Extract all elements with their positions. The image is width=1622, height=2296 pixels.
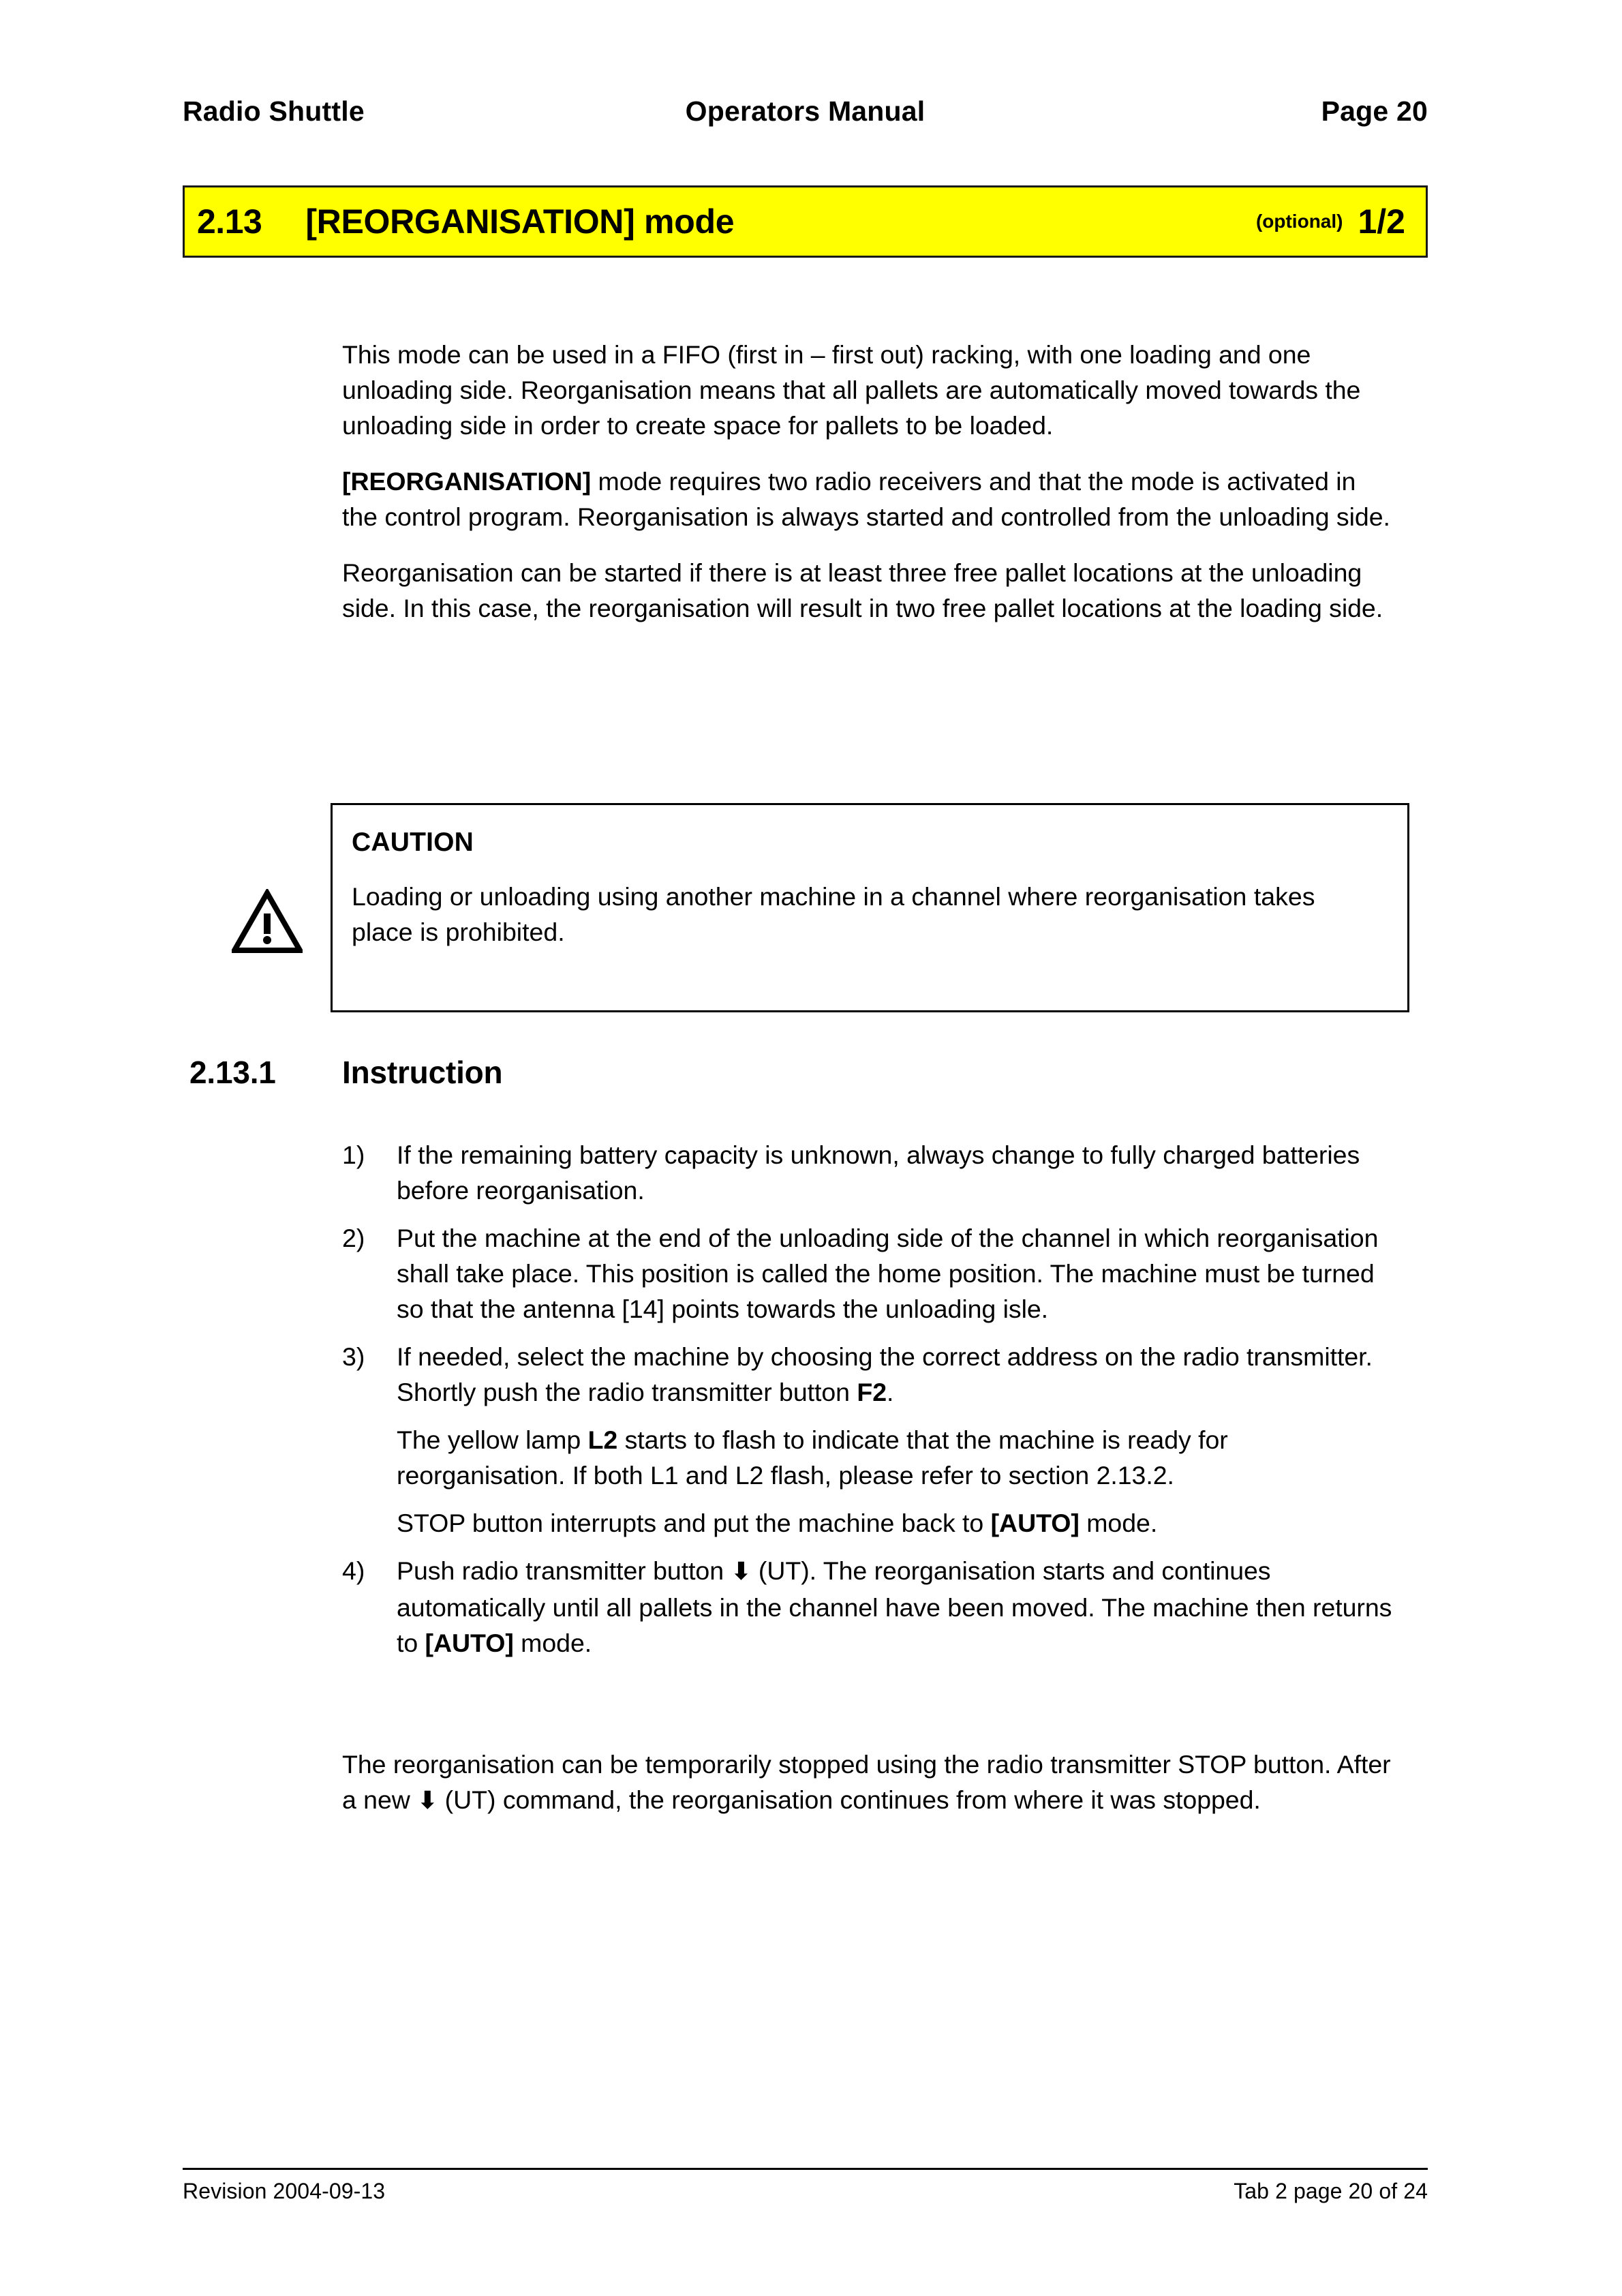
list-item-text: If the remaining battery capacity is unknown, always change to fully charged batteries before reorganisation.	[397, 1141, 1360, 1205]
radio-button-f2-label: F2	[857, 1378, 887, 1406]
header-product-name: Radio Shuttle	[183, 95, 365, 127]
list-item-text-after-bold: mode.	[513, 1629, 592, 1657]
list-item-text	[397, 1553, 1395, 1661]
section-number: 2.13	[197, 202, 262, 241]
closing-paragraph	[342, 1747, 1395, 1819]
section-page-indicator: 1/2	[1358, 202, 1405, 241]
list-item-marker: 3)	[342, 1342, 365, 1371]
section-title-banner	[183, 185, 1428, 258]
list-item	[342, 1137, 1395, 1208]
list-item	[342, 1339, 1395, 1410]
list-item-text-before-arrow: Push radio transmitter button	[397, 1556, 731, 1585]
header-document-title: Operators Manual	[685, 95, 925, 127]
intro-paragraph-2	[342, 464, 1395, 534]
caution-text: Loading or unloading using another machine in a channel where reorganisation takes place is prohibited.	[352, 882, 1315, 946]
list-item-marker: 1)	[342, 1141, 365, 1169]
lamp-l2-label: L2	[587, 1425, 618, 1454]
list-item	[342, 1220, 1395, 1327]
caution-block	[183, 803, 1428, 1014]
intro-paragraph-2-rest: mode requires two radio receivers and that the mode is activated in the control program. Reorganisation is always started and controlled from the unloading side.	[342, 467, 1390, 531]
sub-paragraph-text-before-bold: STOP button interrupts and put the machine back to	[397, 1509, 991, 1537]
list-item-text-middle: (UT). The reorganisation starts and continues automatically until all pallets in the channel have been moved. The machine then returns to	[397, 1556, 1392, 1657]
caution-title: CAUTION	[352, 828, 474, 857]
caution-box	[331, 803, 1409, 1012]
section-title: [REORGANISATION] mode	[305, 202, 735, 241]
page-running-footer	[183, 2179, 1428, 2204]
down-arrow-icon: ⬇	[731, 1558, 752, 1586]
closing-text-after-arrow: (UT) command, the reorganisation continues from where it was stopped.	[438, 1785, 1261, 1814]
intro-paragraph-2-mode-name: [REORGANISATION]	[342, 467, 592, 496]
footer-divider	[183, 2168, 1428, 2170]
list-item	[342, 1553, 1395, 1661]
instruction-sub-paragraph-stop	[397, 1505, 1395, 1541]
header-page-number: Page 20	[1321, 95, 1428, 127]
closing-text-before-arrow: The reorganisation can be temporarily stopped using the radio transmitter STOP button. After a new	[342, 1750, 1391, 1814]
list-item-text	[397, 1339, 1395, 1410]
intro-paragraph-3: Reorganisation can be started if there is at least three free pallet locations at the unloading side. In this case, the reorganisation will result in two free pallet locations at the loading side.	[342, 558, 1383, 622]
intro-paragraph-1: This mode can be used in a FIFO (first in – first out) racking, with one loading and one unloading side. Reorganisation means that all pallets are automatically moved towards the unloading side in order to create space for pallets to be loaded.	[342, 340, 1361, 440]
page-running-header	[183, 95, 1428, 136]
auto-mode-label: [AUTO]	[990, 1509, 1080, 1537]
footer-revision: Revision 2004-09-13	[183, 2179, 386, 2203]
footer-page-of-tab: Tab 2 page 20 of 24	[1234, 2179, 1428, 2203]
intro-text-block	[342, 337, 1395, 626]
sub-paragraph-text-after-bold: starts to flash to indicate that the machine is ready for reorganisation. If both L1 and L2 flash, please refer to section 2.13.2.	[397, 1425, 1228, 1490]
list-item-marker: 2)	[342, 1224, 365, 1252]
sub-paragraph-text-after-bold: mode.	[1079, 1509, 1158, 1537]
instruction-list	[342, 1137, 1395, 1673]
down-arrow-icon: ⬇	[417, 1787, 438, 1815]
section-optional-note: (optional)	[1255, 211, 1343, 232]
auto-mode-label: [AUTO]	[425, 1629, 514, 1657]
warning-triangle-icon	[232, 889, 303, 954]
list-item-text-before-bold: If needed, select the machine by choosing the correct address on the radio transmitter. Shortly push the radio transmitter button	[397, 1342, 1373, 1406]
instruction-sub-paragraph-lamp	[397, 1422, 1395, 1493]
list-item-text-after-bold: .	[887, 1378, 894, 1406]
subsection-heading	[189, 1054, 1348, 1091]
list-item-marker: 4)	[342, 1556, 365, 1585]
subsection-label: Instruction	[342, 1055, 503, 1090]
list-item-text: Put the machine at the end of the unloading side of the channel in which reorganisation shall take place. This position is called the home position. The machine must be turned so that the antenna [14] points towards the unloading isle.	[397, 1224, 1379, 1323]
subsection-number: 2.13.1	[189, 1055, 276, 1090]
sub-paragraph-text-before-bold: The yellow lamp	[397, 1425, 588, 1454]
